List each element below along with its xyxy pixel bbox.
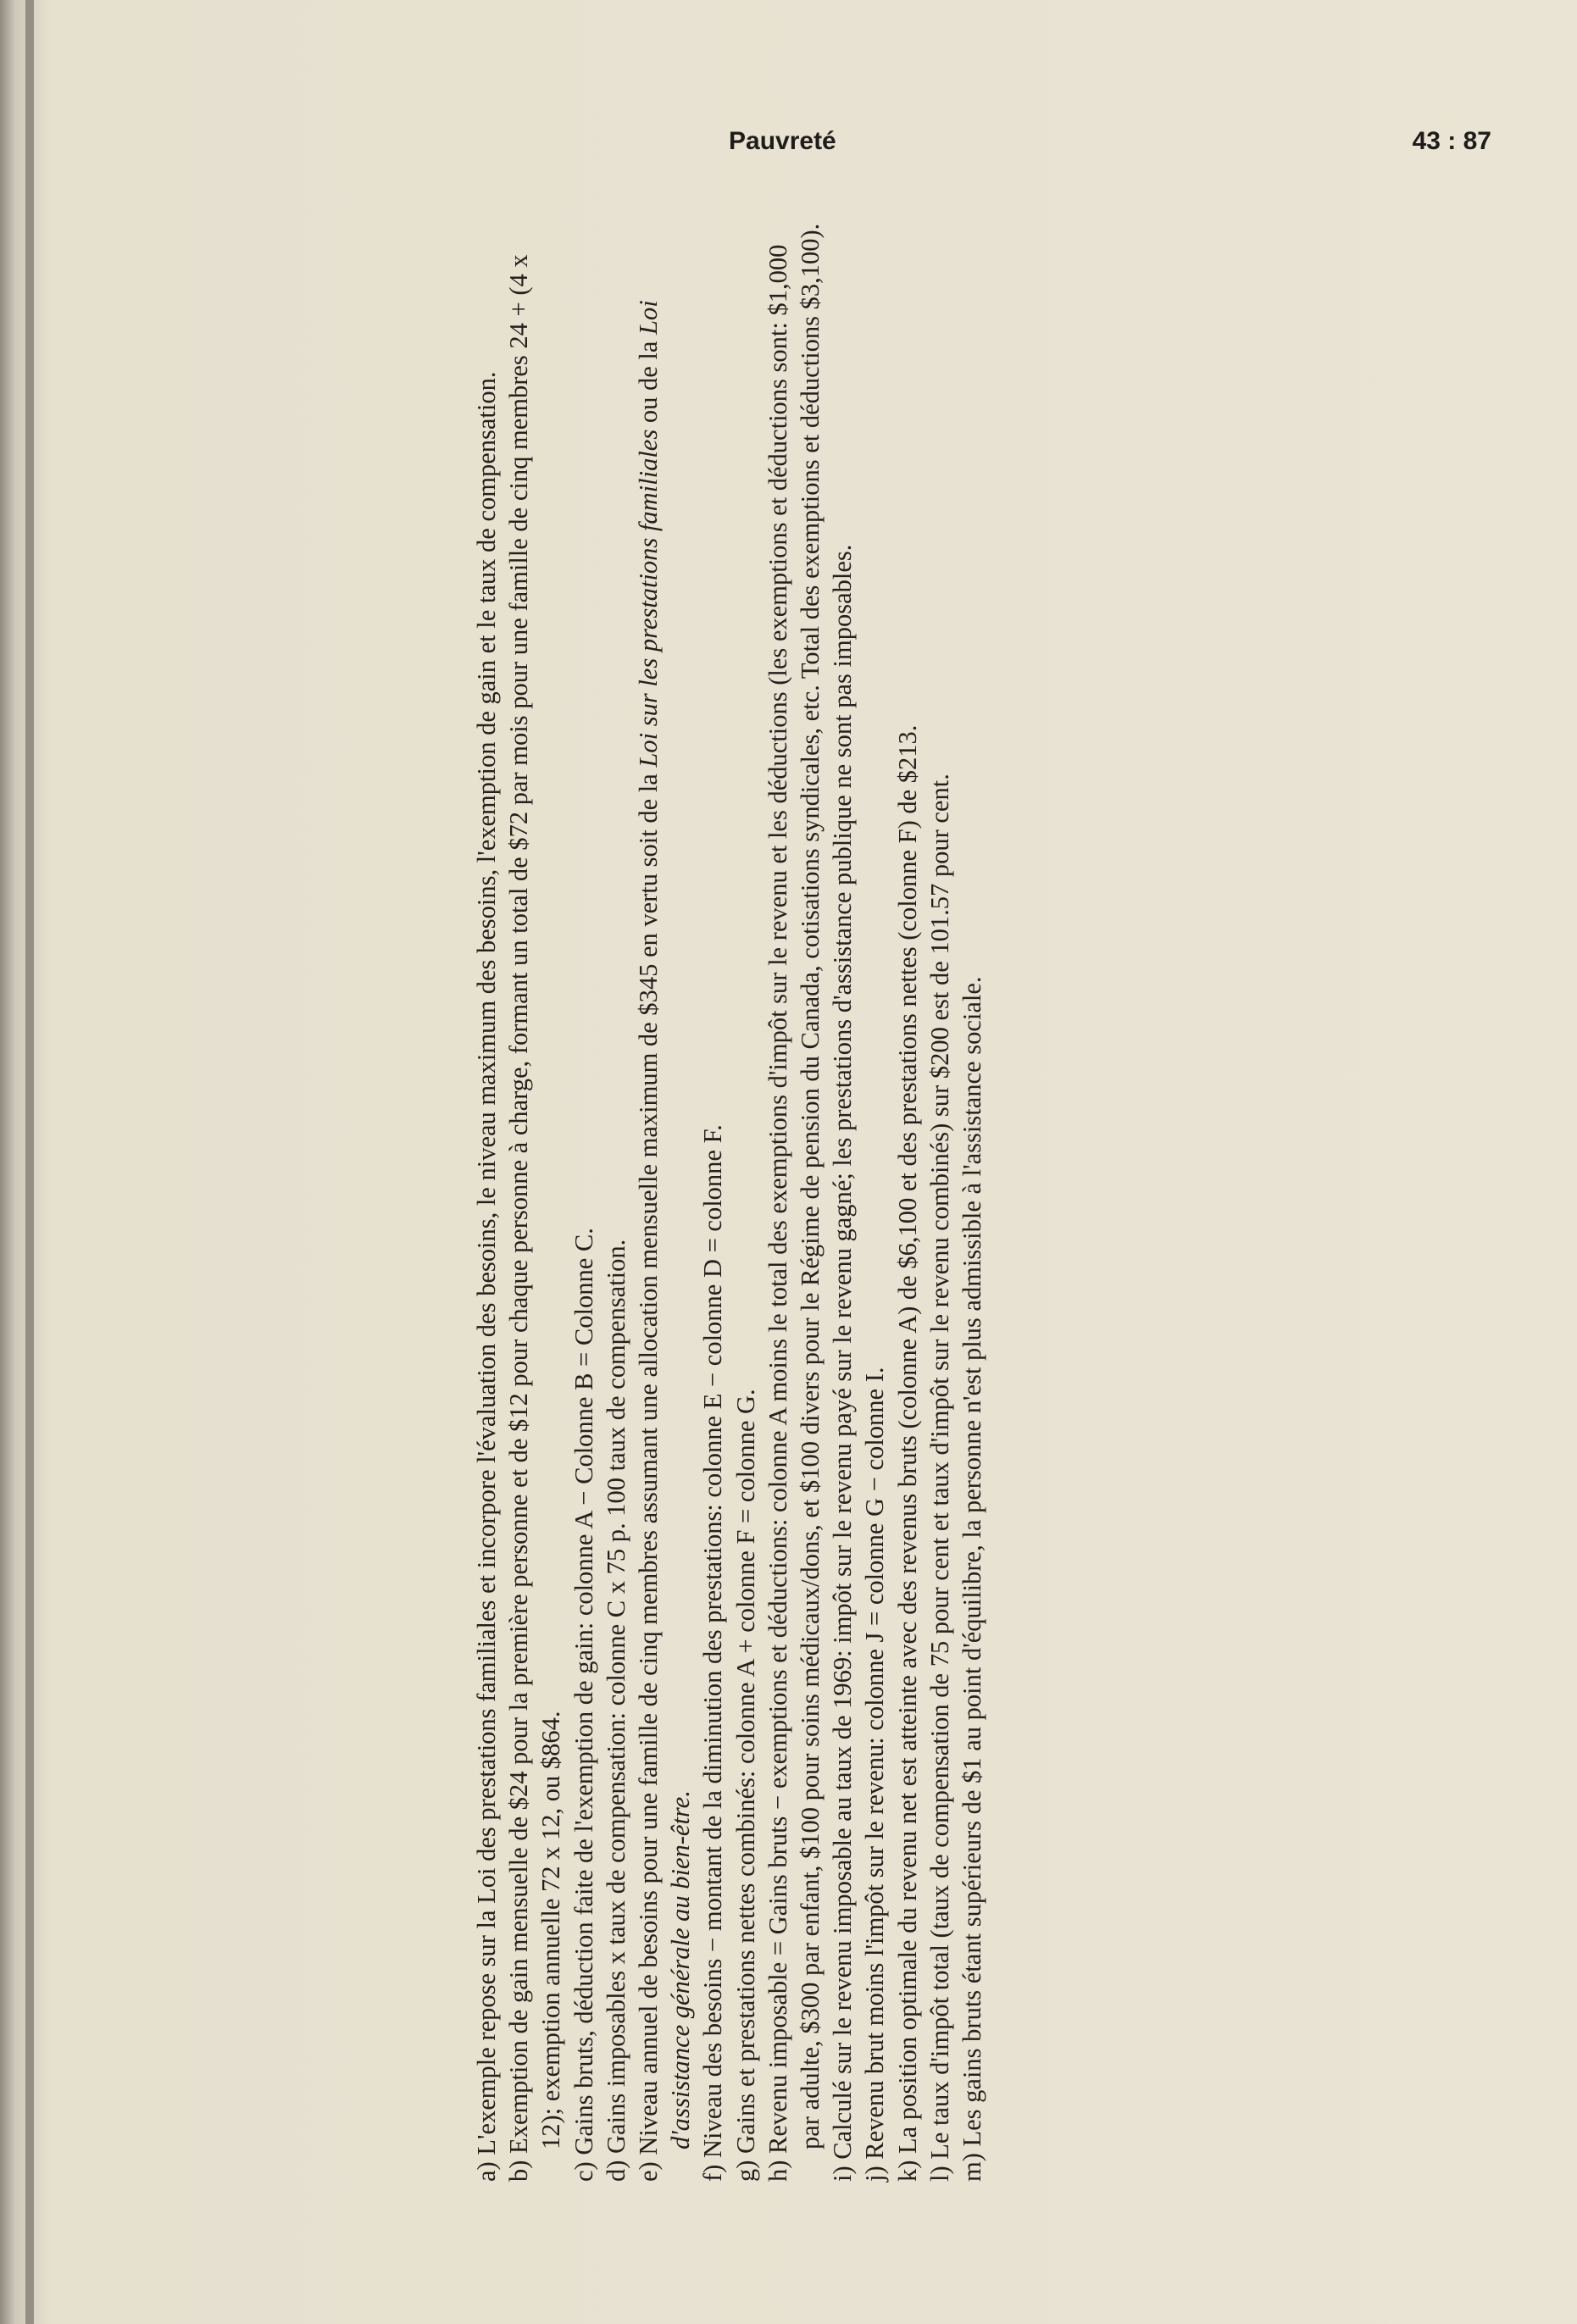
footnote-h [762,216,826,2182]
footnote-i [826,216,858,2182]
footnote-j [858,216,891,2182]
footnote-d [600,216,632,2182]
footnote-j-text: j) Revenu brut moins l'impôt sur le revenu: colonne J = colonne G − colonne I. [860,1367,890,2182]
footnote-e-text-2: ou de la [634,334,664,430]
footnote-c-text: c) Gains bruts, déduction faite de l'exemption de gain: colonne A − Colonne B = Colonne C. [569,1228,598,2182]
footnote-d-text: d) Gains imposables x taux de compensation: colonne C x 75 p. 100 taux de compensation. [601,1239,630,2182]
footnote-h-text: h) Revenu imposable = Gains bruts − exemptions et déductions: colonne A moins le total des exemptions d'impôt sur le revenu et les déductions (les exemptions et déductions sont: $1,000 par adulte, $300 par enfant, $100 pour soins médicaux/dons, et $100 divers pour le Régime de pension du Canada, cotisations syndicales, etc. Total des exemptions et déductions $3,100). [763,223,825,2182]
footnote-a [470,216,503,2182]
footnote-l [924,216,956,2182]
running-title: Pauvreté [729,127,836,155]
footnote-f [697,216,729,2182]
footnote-k-text: k) La position optimale du revenu net est atteinte avec des revenus bruts (colonne A) de $6,100 et des prestations nettes (colonne F) de $213. [892,724,922,2182]
footnote-m [956,216,988,2182]
footnote-e-law-title-1: Loi sur les prestations familiales [634,429,664,768]
footnote-b-text: b) Exemption de gain mensuelle de $24 pour la première personne et de $12 pour chaque personne à charge, formant un total de $72 par mois pour une famille de cinq membres 24 + (4 x 12); exemption annuelle 72 x 12, ou $864. [504,254,566,2182]
footnote-g [730,216,762,2182]
footnote-b [503,216,567,2182]
footnote-m-text: m) Les gains bruts étant supérieurs de $1 au point d'équilibre, la personne n'est plus admissible à l'assistance sociale. [958,976,987,2182]
page-number: 43 : 87 [1412,127,1491,155]
footnote-k [891,216,924,2182]
footnote-g-text: g) Gains et prestations nettes combinés: colonne A + colonne F = colonne G. [730,1389,760,2182]
running-header [729,127,1491,169]
footnote-a-text: a) L'exemple repose sur la Loi des prestations familiales et incorpore l'évaluation des besoins, le niveau maximum des besoins, l'exemption de gain et le taux de compensation. [472,371,501,2182]
footnote-i-text: i) Calculé sur le revenu imposable au taux de 1969: impôt sur le revenu payé sur le revenu gagné; les prestations d'assistance publique ne sont pas imposables. [828,544,858,2182]
book-spine-shadow [25,0,34,2324]
footnote-e [632,216,697,2182]
footnote-e-law-title-2: Loi d'assistance générale au bien-être. [634,300,696,2149]
footnote-c [568,216,600,2182]
footnote-e-text: e) Niveau annuel de besoins pour une famille de cinq membres assumant une allocation mensuelle maximum de $345 en vertu soit de la [634,767,664,2182]
footnote-l-text: l) Le taux d'impôt total (taux de compensation de 75 pour cent et taux d'impôt sur le revenu combinés) sur $200 est de 101.57 pour cent. [925,774,954,2182]
footnotes-list [470,216,1360,2182]
footnotes-block [470,216,1360,2182]
footnote-f-text: f) Niveau des besoins − montant de la diminution des prestations: colonne E − colonne D = colonne F. [698,1124,728,2182]
